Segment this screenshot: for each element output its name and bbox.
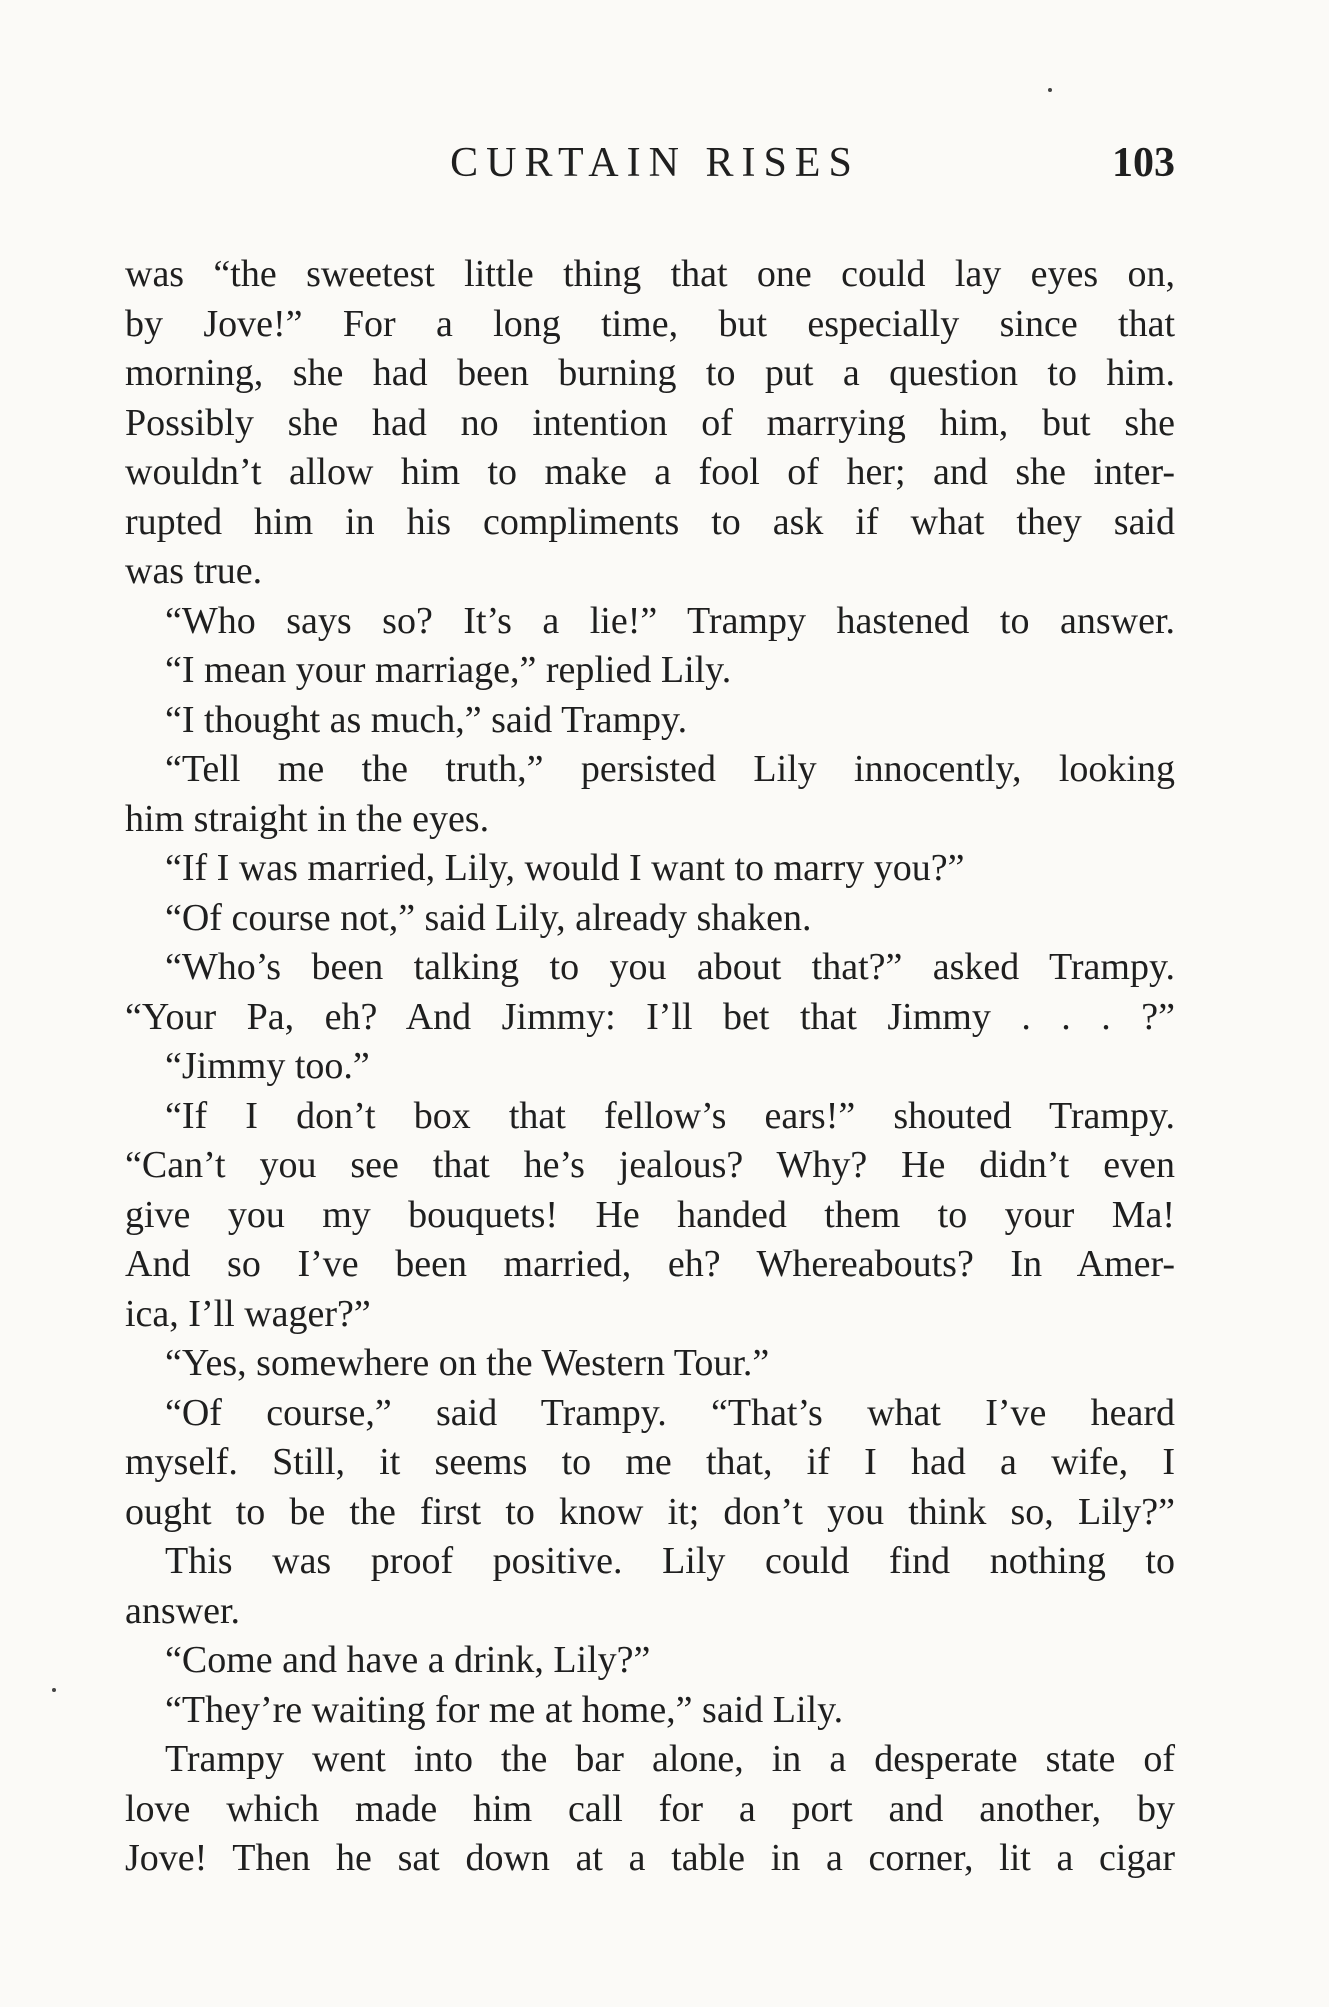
text-line: give you my bouquets! He handed them to your Ma!	[125, 1193, 1175, 1236]
page-number: 103	[1112, 140, 1175, 186]
text-line: “I mean your marriage,” replied Lily.	[165, 649, 732, 691]
text-line: “If I was married, Lily, would I want to marry you?”	[165, 847, 965, 889]
text-line: “If I don’t box that fellow’s ears!” shouted Trampy.	[165, 1094, 1175, 1137]
text-line: “Come and have a drink, Lily?”	[165, 1639, 651, 1681]
text-line: “Of course,” said Trampy. “That’s what I’ve heard	[165, 1391, 1175, 1434]
text-line: “Who’s been talking to you about that?” asked Trampy.	[165, 946, 1175, 988]
running-head-title: CURTAIN RISES	[450, 140, 860, 186]
text-line: Possibly she had no intention of marrying him, but she	[125, 401, 1175, 444]
text-line: Trampy went into the bar alone, in a desperate state of	[165, 1738, 1175, 1780]
text-line: myself. Still, it seems to me that, if I had a wife, I	[125, 1441, 1175, 1483]
text-line: “Can’t you see that he’s jealous? Why? He didn’t even	[125, 1144, 1175, 1186]
text-line: by Jove!” For a long time, but especially since that	[125, 302, 1175, 345]
text-line: “Yes, somewhere on the Western Tour.”	[165, 1342, 770, 1384]
text-line: This was proof positive. Lily could find nothing to	[165, 1540, 1175, 1582]
text-line: him straight in the eyes.	[125, 797, 490, 840]
text-line: love which made him call for a port and another, by	[125, 1787, 1175, 1830]
text-line: ica, I’ll wager?”	[125, 1292, 371, 1335]
body-text	[125, 250, 1175, 1884]
text-line: “They’re waiting for me at home,” said Lily.	[165, 1688, 844, 1731]
text-line: Jove! Then he sat down at a table in a corner, lit a cigar	[125, 1837, 1175, 1879]
text-line: “I thought as much,” said Trampy.	[165, 698, 688, 741]
text-line: “Jimmy too.”	[165, 1045, 370, 1087]
text-line: answer.	[125, 1589, 241, 1632]
text-line: “Of course not,” said Lily, already shaken.	[165, 896, 812, 939]
text-line: “Who says so? It’s a lie!” Trampy hastened to answer.	[165, 599, 1175, 642]
text-line: wouldn’t allow him to make a fool of her; and she inter-	[125, 451, 1175, 493]
text-line: “Your Pa, eh? And Jimmy: I’ll bet that Jimmy . . . ?”	[125, 995, 1175, 1038]
text-line: And so I’ve been married, eh? Whereabouts? In Amer-	[125, 1243, 1175, 1285]
text-line: ought to be the first to know it; don’t you think so, Lily?”	[125, 1490, 1175, 1533]
paper-speck	[52, 1688, 56, 1692]
text-line: “Tell me the truth,” persisted Lily innocently, looking	[165, 748, 1175, 790]
text-line: rupted him in his compliments to ask if what they said	[125, 500, 1175, 543]
text-line: morning, she had been burning to put a question to him.	[125, 352, 1175, 394]
paper-speck	[1048, 88, 1052, 92]
page-header	[125, 142, 1175, 202]
text-line: was “the sweetest little thing that one could lay eyes on,	[125, 253, 1175, 295]
text-line: was true.	[125, 550, 263, 592]
